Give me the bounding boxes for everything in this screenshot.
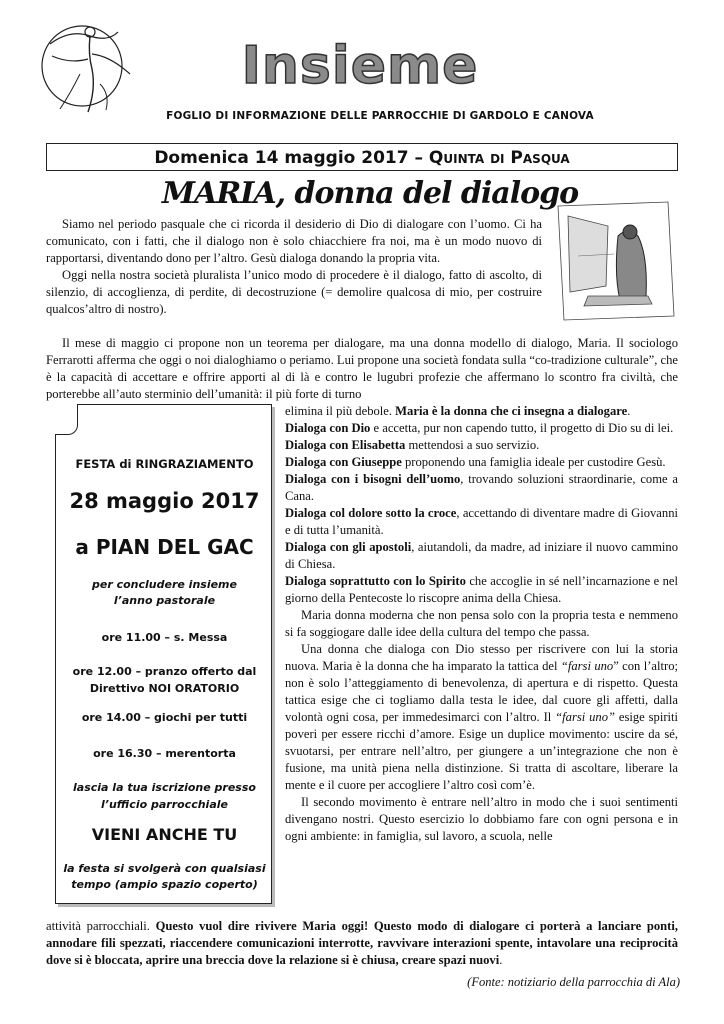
dialogue-giuseppe: Dialoga con Giuseppe proponendo una famiglia ideale per custodire Gesù.: [285, 455, 666, 469]
source-note: (Fonte: notiziario della parrocchia di Ala): [467, 975, 680, 989]
closing-block: [46, 918, 678, 969]
paragraph-second-movement: Il secondo movimento è entrare nell’altro in modo che i suoi sentimenti divengano nostri. Questo esercizio lo dobbiamo fare con ogni persona e in ogni ambiente: in famiglia, sul lavoro, a scuola, nelle: [285, 795, 678, 843]
intro-paragraph-3: Il mese di maggio ci propone non un teorema per dialogare, ma una donna modello di dialogo, Maria. Il sociologo Ferrarotti afferma che oggi o noi dialoghiamo o periamo. Lui propone una società fondata sulla “co-tradizione culturale”, che è la capacità di accettare e offrire apporti al di là e contro le lugubri profezie che affermano lo scontro fra civiltà, che porterebbe all’auto sterminio dell’umanità: il più forte di turno: [46, 336, 678, 401]
festa-games: ore 14.00 – giochi per tutti: [81, 711, 248, 724]
dialogue-god: Dialoga con Dio e accetta, pur non capendo tutto, il progetto di Dio su di lei.: [285, 421, 674, 435]
paragraph-modern-woman: Maria donna moderna che non pensa solo con la propria testa e nemmeno si fa soggiogare dalle idee della cultura del tempo che passa.: [285, 608, 678, 639]
intro-block-narrow: [46, 216, 542, 318]
risen-christ-logo-icon: [30, 14, 140, 124]
closing-paragraph: attività parrocchiali. Questo vuol dire rivivere Maria oggi! Questo modo di dialogare ci porterà a lanciare ponti, annodare fili spezzati, riaccendere comunicazioni interrotte, ravvivare interazioni spente, intavolare una reciprocità dove si è bloccata, aprire una breccia dove la relazione si è chiusa, creare spazi nuovi.: [46, 919, 678, 967]
festa-purpose: per concludere insieme l’anno pastorale: [92, 578, 237, 607]
festa-date: 28 maggio 2017: [69, 489, 260, 513]
festa-lunch: ore 12.00 – pranzo offerto dal Direttivo NOI ORATORIO: [72, 665, 257, 695]
dialogue-spirit: Dialoga soprattutto con lo Spirito che accoglie in sé nell’incarnazione e nel giorno della Pentecoste lo riscopre anima della Chiesa.: [285, 574, 678, 605]
festa-place: a PIAN DEL GAC: [75, 535, 254, 559]
paragraph-farsi-uno: Una donna che dialoga con Dio stesso per riscrivere con lui la storia nuova. Maria è la donna che ha imparato la tattica del “farsi uno” con l’altro; non è solo l’atteggiamento di benevolenza, di apertura e di rispetto. Questa tattica esige che ci togliamo dalla testa le idee, dal cuore gli affetti, dalla volontà ogni cosa, per immedesimarci con l’altro. Il “farsi uno” esige spiriti poveri per essere ricchi d’amore. Esige un duplice movimento: uscire da sé, svuotarsi, per entrare nell’altro, per giungere a un’integrazione che non è fusione, ma unità piena nella distinzione. Si tratta di ascoltare, liberare la mente e il cuore per accogliere l’altro così com’è.: [285, 642, 679, 792]
masthead-title: Insieme: [241, 36, 479, 96]
dateline-feast: Quinta di Pasqua: [428, 148, 570, 168]
festa-weather-note: la festa si svolgerà con qualsiasi tempo (ampio spazio coperto): [63, 862, 266, 891]
dialogue-intro: elimina il più debole. Maria è la donna che ci insegna a dialogare.: [285, 404, 631, 418]
dialogue-elisabetta: Dialoga con Elisabetta mettendosi a suo servizio.: [285, 438, 540, 452]
intro-paragraph-2: Oggi nella nostra società pluralista l’unico modo di procedere è il dialogo, fatto di ascolto, di silenzio, di accoglienza, di perdite, di decostruzione (= demolire qualcosa di mio, per costruire qualcos’altro di nostro).: [46, 268, 542, 316]
dialogue-needs: Dialoga con i bisogni dell’uomo, trovando soluzioni straordinarie, come a Cana.: [285, 472, 678, 503]
festa-announcement-box: [55, 404, 272, 904]
masthead-subtitle: FOGLIO DI INFORMAZIONE DELLE PARROCCHIE DI GARDOLO E CANOVA: [166, 110, 594, 122]
festa-invite: VIENI ANCHE TU: [91, 825, 238, 844]
dateline-date: Domenica 14 maggio 2017 –: [154, 148, 429, 168]
praying-woman-illustration-icon: [548, 196, 678, 326]
dialogue-cross: Dialoga col dolore sotto la croce, accettando di diventare madre di Giovanni e di tutta l’umanità.: [285, 506, 678, 537]
page-curl-icon: [55, 404, 78, 435]
dateline: [46, 143, 678, 171]
festa-mass-time: ore 11.00 – s. Messa: [101, 631, 228, 644]
dialogue-apostles: Dialoga con gli apostoli, aiutandoli, da madre, ad iniziare il nuovo cammino di Chiesa.: [285, 540, 678, 571]
intro-block-wide: [46, 335, 678, 403]
festa-heading: FESTA di RINGRAZIAMENTO: [75, 457, 254, 471]
article-headline: MARIA, donna del dialogo: [161, 176, 579, 211]
festa-snack: ore 16.30 – merentorta: [93, 747, 236, 760]
intro-paragraph-1: Siamo nel periodo pasquale che ci ricorda il desiderio di Dio di dialogare con l’uomo. Ci ha comunicato, con i fatti, che il dialogo non è solo chiacchiere fra noi, ma è un modo nuovo di rapportarsi, diventando dono per l’altro. Gesù dialoga donando la propria vita.: [46, 217, 542, 265]
right-column: [285, 403, 678, 845]
festa-signup: lascia la tua iscrizione presso l’ufficio parrocchiale: [73, 781, 256, 811]
